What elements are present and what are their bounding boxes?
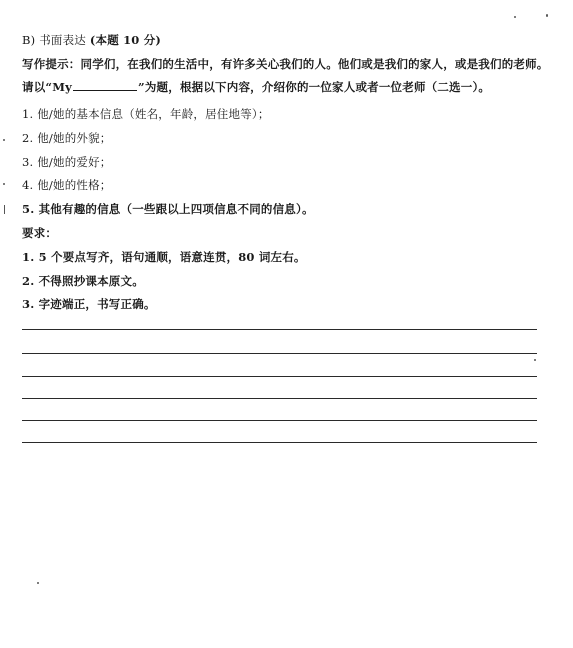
point-item: 2. 他/她的外貌； — [22, 131, 112, 145]
scan-speck — [37, 582, 39, 584]
scan-speck — [4, 205, 5, 214]
section-heading-main: B) 书面表达 — [22, 33, 86, 47]
point-item: 5. 其他有趣的信息（一些跟以上四项信息不同的信息）。 — [22, 202, 314, 216]
point-item: 1. 他/她的基本信息（姓名，年龄，居住地等）； — [22, 107, 270, 121]
section-heading — [22, 32, 161, 48]
prompt-line-2-after: ”为题，根据以下内容，介绍你的一位家人或者一位老师（二选一）。 — [138, 80, 491, 94]
requirement-item: 2. 不得照抄课本原文。 — [22, 274, 144, 288]
answer-line[interactable] — [22, 398, 537, 399]
scan-speck — [546, 14, 548, 17]
title-blank — [73, 79, 137, 91]
requirements-title: 要求： — [22, 226, 58, 240]
prompt-line-2-before: 请以“My — [22, 80, 73, 94]
scan-speck — [3, 183, 5, 185]
answer-line[interactable] — [22, 442, 537, 443]
prompt-line-1: 写作提示：同学们，在我们的生活中，有许多关心我们的人。他们或是我们的家人，或是我们的老师。 — [22, 57, 549, 71]
point-item: 3. 他/她的爱好； — [22, 155, 112, 169]
answer-line[interactable] — [22, 353, 537, 354]
requirement-item: 3. 字迹端正，书写正确。 — [22, 297, 156, 311]
answer-line[interactable] — [22, 329, 537, 330]
answer-line[interactable] — [22, 420, 537, 421]
scan-speck — [3, 139, 5, 141]
requirement-item: 1. 5 个要点写齐，语句通顺，语意连贯，80 词左右。 — [22, 250, 306, 264]
scan-speck — [514, 16, 516, 18]
answer-line[interactable] — [22, 376, 537, 377]
prompt-line-2 — [22, 79, 490, 95]
scan-speck — [534, 359, 536, 361]
section-heading-points: (本题 10 分) — [89, 33, 162, 47]
point-item: 4. 他/她的性格； — [22, 178, 112, 192]
